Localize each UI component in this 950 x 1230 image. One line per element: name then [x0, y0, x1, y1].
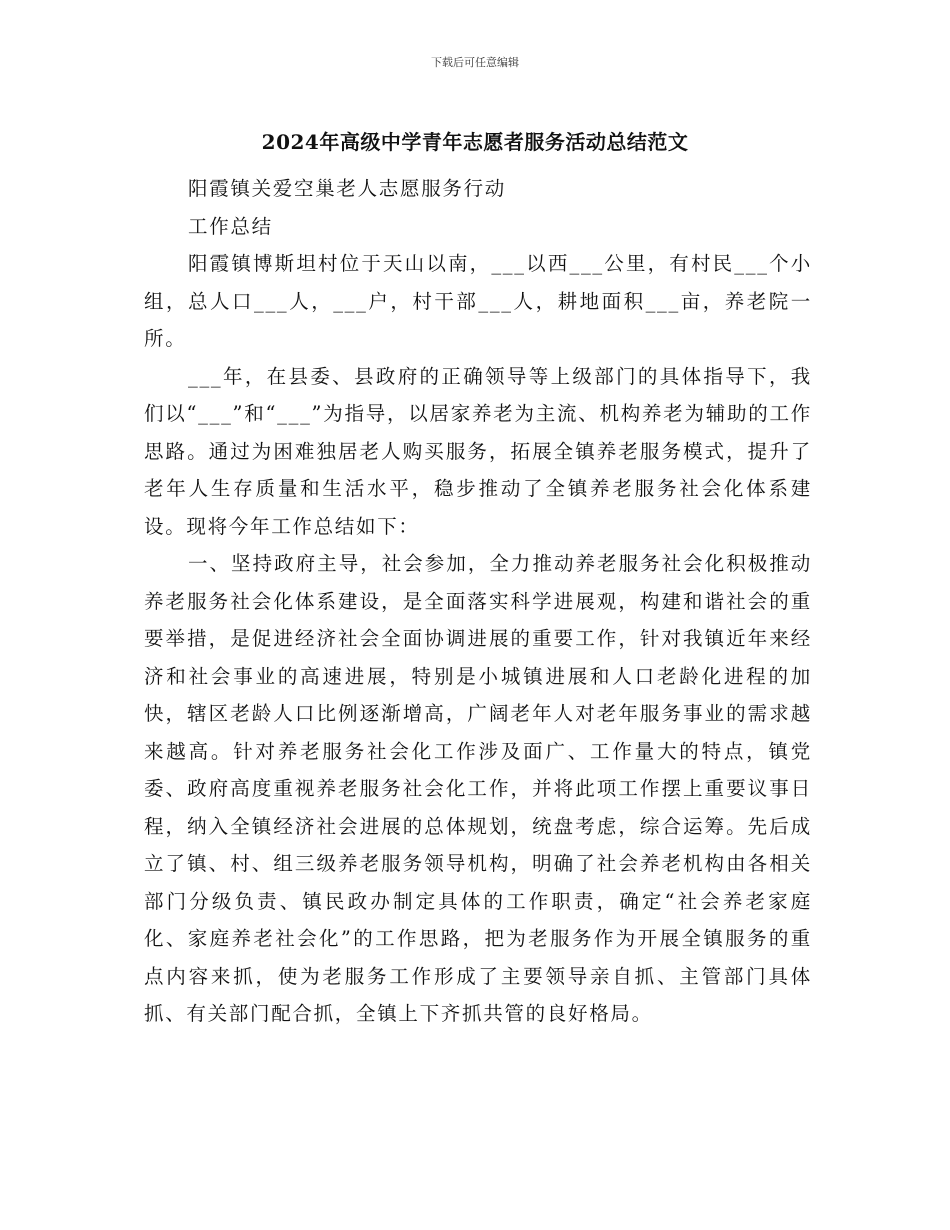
paragraph-section-one: 一、坚持政府主导，社会参加，全力推动养老服务社会化积极推动养老服务社会化体系建设，是全面落实科学进展观，构建和谐社会的重要举措，是促进经济社会全面协调进展的重要工作，针对我镇近年来经济和社会事业的高速进展，特别是小城镇进展和人口老龄化进程的加快，辖区老龄人口比例逐渐增高，广阔老年人对老年服务事业的需求越来越高。针对养老服务社会化工作涉及面广、工作量大的特点，镇党委、政府高度重视养老服务社会化工作，并将此项工作摆上重要议事日程，纳入全镇经济社会进展的总体规划，统盘考虑，综合运筹。先后成立了镇、村、组三级养老服务领导机构，明确了社会养老机构由各相关部门分级负责、镇民政办制定具体的工作职责，确定“社会养老家庭化、家庭养老社会化”的工作思路，把为老服务作为开展全镇服务的重点内容来抓，使为老服务工作形成了主要领导亲自抓、主管部门具体抓、有关部门配合抓，全镇上下齐抓共管的良好格局。: [144, 552, 812, 1025]
paragraph-year-summary: ___年，在县委、县政府的正确领导等上级部门的具体指导下，我们以“___”和“___”为指导，以居家养老为主流、机构养老为辅助的工作思路。通过为困难独居老人购买服务，拓展全镇养老服务模式，提升了老年人生存质量和生活水平，稳步推动了全镇养老服务社会化体系建设。现将今年工作总结如下：: [144, 364, 812, 538]
paragraph-activity-name: 阳霞镇关爱空巢老人志愿服务行动: [188, 177, 507, 200]
header-note: 下载后可任意编辑: [431, 56, 519, 69]
paragraph-subtitle: 工作总结: [188, 214, 273, 238]
document-title: 2024年高级中学青年志愿者服务活动总结范文: [261, 130, 689, 154]
paragraph-village-intro: 阳霞镇博斯坦村位于天山以南，___以西___公里，有村民___个小组，总人口___人，___户，村干部___人，耕地面积___亩，养老院一所。: [144, 252, 812, 350]
document-body: [144, 170, 812, 1033]
